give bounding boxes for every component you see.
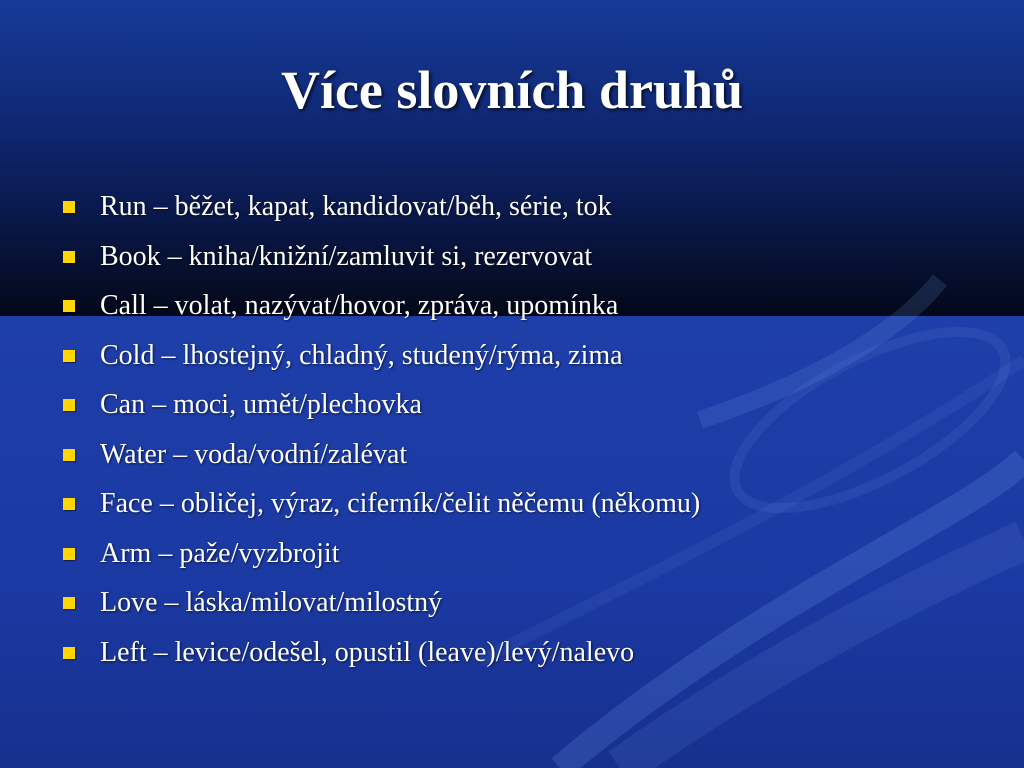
square-bullet-icon — [63, 300, 75, 312]
bullet-list — [62, 186, 1002, 681]
bullet-item — [62, 186, 1002, 236]
square-bullet-icon — [63, 251, 75, 263]
square-bullet-icon — [63, 201, 75, 213]
bullet-text: Arm – paže/vyzbrojit — [100, 537, 340, 569]
bullet-text: Face – obličej, výraz, ciferník/čelit něčemu (někomu) — [100, 488, 701, 519]
bullet-item — [62, 632, 1002, 682]
bullet-item — [62, 285, 1002, 335]
bullet-item — [62, 483, 1002, 533]
square-bullet-icon — [63, 548, 75, 560]
square-bullet-icon — [63, 597, 75, 609]
bullet-item — [62, 533, 1002, 583]
bullet-item — [62, 434, 1002, 484]
square-bullet-icon — [63, 498, 75, 510]
square-bullet-icon — [63, 449, 75, 461]
bullet-item — [62, 335, 1002, 385]
bullet-text: Call – volat, nazývat/hovor, zpráva, upomínka — [100, 290, 619, 321]
bullet-text: Can – moci, umět/plechovka — [100, 389, 422, 420]
bullet-text: Book – kniha/knižní/zamluvit si, rezervovat — [100, 240, 593, 272]
slide-title: Více slovních druhů — [280, 60, 744, 120]
bullet-text: Left – levice/odešel, opustil (leave)/levý/nalevo — [100, 636, 635, 668]
bullet-text: Cold – lhostejný, chladný, studený/rýma, zima — [100, 339, 623, 371]
square-bullet-icon — [63, 399, 75, 411]
square-bullet-icon — [63, 350, 75, 362]
bullet-text: Water – voda/vodní/zalévat — [100, 438, 408, 470]
square-bullet-icon — [63, 647, 75, 659]
bullet-text: Love – láska/milovat/milostný — [100, 587, 443, 618]
bullet-item — [62, 236, 1002, 286]
bullet-item — [62, 582, 1002, 632]
bullet-text: Run – běžet, kapat, kandidovat/běh, série, tok — [100, 191, 612, 222]
bullet-item — [62, 384, 1002, 434]
